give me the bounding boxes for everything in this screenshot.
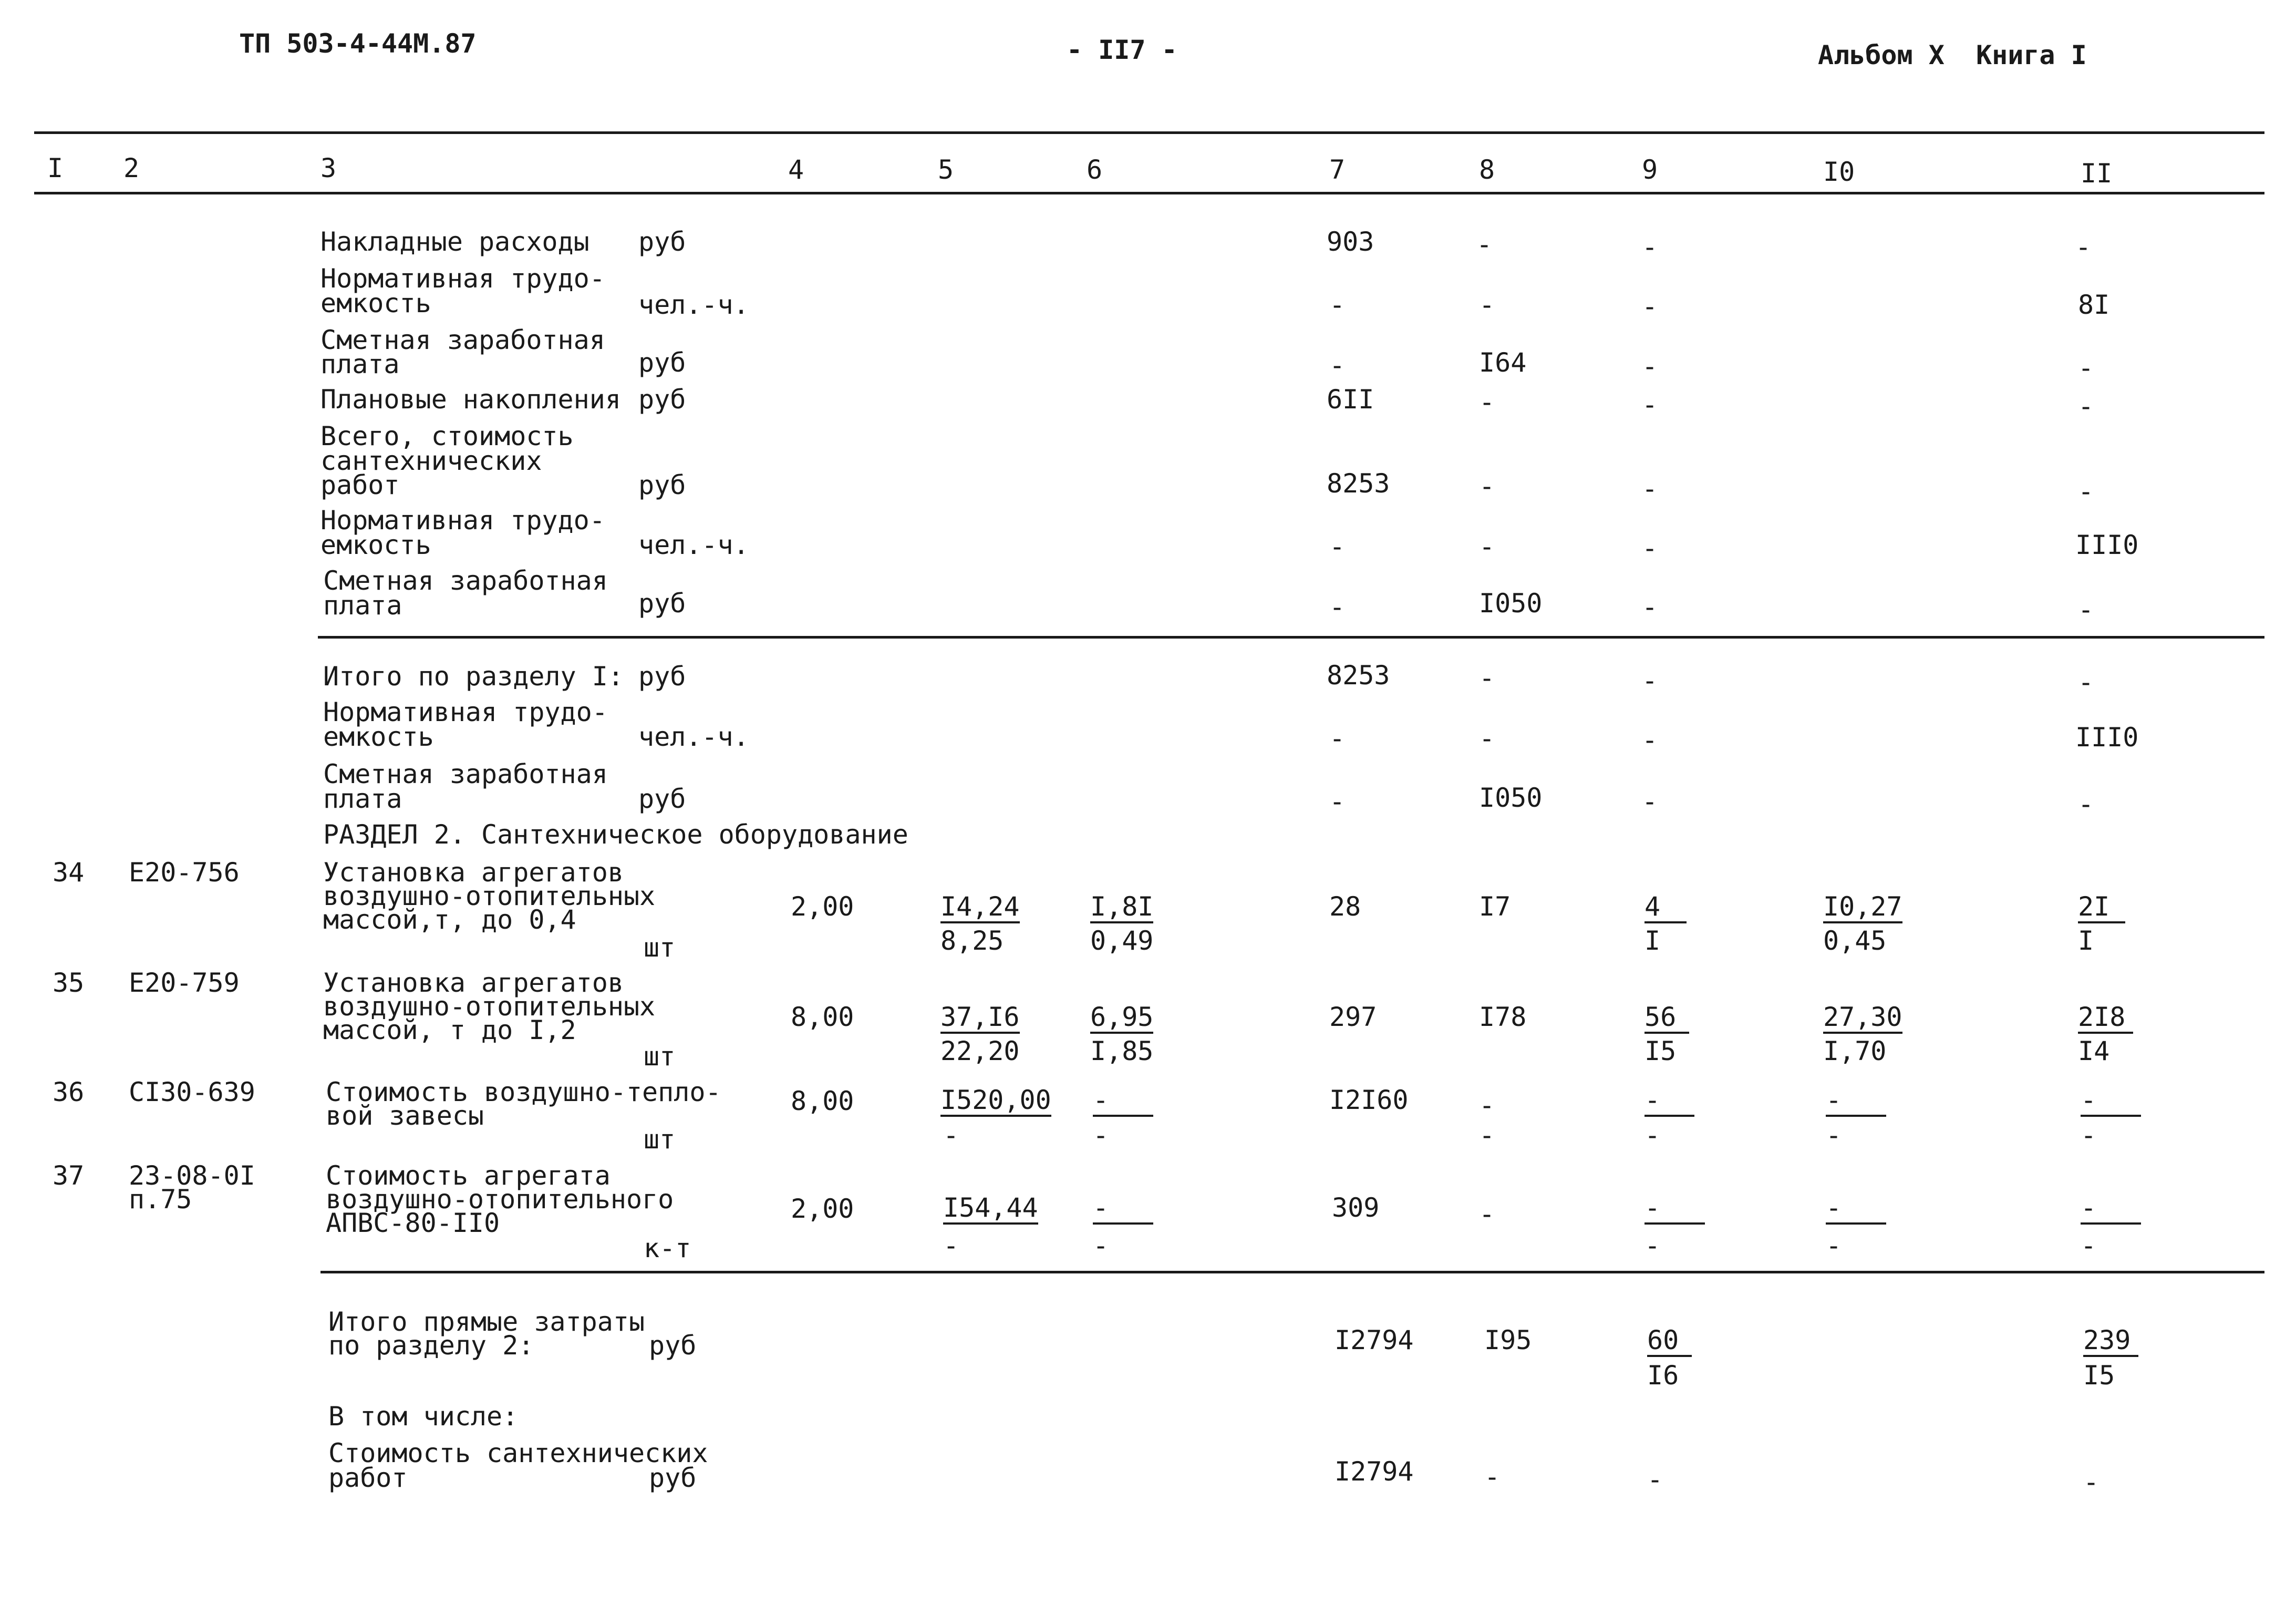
item-name-line2: вой завесы [326, 1101, 484, 1131]
cell-col5-top: I520,00 [940, 1087, 1051, 1117]
item-unit: шт [644, 932, 676, 963]
cell-col10-bottom: - [1826, 1230, 1842, 1261]
row-unit: руб [638, 227, 686, 257]
row-label-line1: Сметная заработная [323, 566, 608, 596]
column-number: I0 [1823, 157, 1855, 187]
cell-col5-bottom: - [943, 1120, 959, 1150]
cell-col8-top: - [1479, 1090, 1495, 1120]
cell-col5-top: 37,I6 [940, 1004, 1020, 1034]
cell-col8-bottom: - [1479, 1120, 1495, 1150]
item-name-line2: воздушно-отопительных [323, 881, 656, 911]
row-label-line1: Нормативная трудо- [320, 263, 605, 294]
cell-col11: - [2078, 594, 2094, 625]
item-name-line3: массой, т до I,2 [323, 1015, 576, 1045]
cell-col9: - [1642, 351, 1658, 382]
cell-col7: - [1329, 290, 1346, 320]
table-top-rule [34, 131, 2264, 134]
cell-col11: - [2078, 667, 2094, 697]
document-code: ТП 503-4-44М.87 [239, 28, 477, 59]
item-code: Е20-759 [129, 968, 240, 998]
row-label-line1: Нормативная трудо- [320, 505, 605, 536]
cell-col11: 8I [2078, 290, 2110, 320]
page-number: - II7 - [1067, 35, 1177, 65]
cell-col9-bottom: I5 [1645, 1036, 1677, 1066]
cell-col10-bottom: I,70 [1823, 1036, 1887, 1066]
item-name-line1: Стоимость агрегата [326, 1160, 611, 1191]
cell-col8: - [1476, 229, 1493, 260]
cell-col9-bottom: I6 [1647, 1360, 1679, 1391]
row-unit: руб [638, 347, 686, 378]
column-number: 8 [1479, 155, 1495, 185]
cell-col11: III0 [2075, 722, 2139, 753]
cell-col6-bottom: I,85 [1090, 1036, 1154, 1066]
cell-col6-top: 6,95 [1090, 1004, 1153, 1034]
cell-col4-quantity: 8,00 [791, 1086, 854, 1116]
cell-col7: 6II [1327, 384, 1374, 415]
cell-col5-top: I54,44 [943, 1195, 1038, 1225]
cell-col9: - [1642, 786, 1658, 817]
cell-col6-bottom: - [1093, 1230, 1109, 1261]
cell-col11: - [2078, 789, 2094, 819]
cell-col6-top: - [1093, 1195, 1153, 1225]
row-label-line2: сантехнических [320, 446, 542, 476]
cell-col11: - [2078, 353, 2094, 383]
cell-col9-bottom: I [1645, 926, 1661, 956]
cell-col4-quantity: 2,00 [791, 891, 854, 922]
row-label-line2: емкость [320, 530, 431, 560]
cell-col10-bottom: - [1826, 1120, 1842, 1150]
cell-col8: I64 [1479, 347, 1527, 378]
row-unit: руб [649, 1330, 697, 1361]
item-unit: шт [644, 1041, 676, 1072]
cell-col6-top: - [1093, 1087, 1153, 1117]
cell-col9-top: - [1645, 1087, 1694, 1117]
cell-col8: - [1484, 1462, 1501, 1492]
cell-col11-top: 2I [2078, 893, 2125, 923]
cell-col11-top: - [2081, 1087, 2141, 1117]
cell-col8: - [1479, 531, 1495, 562]
cell-col11-bottom: - [2081, 1120, 2097, 1150]
row-label-line2: плата [323, 784, 402, 814]
cell-col8: I78 [1479, 1002, 1527, 1032]
section-title: РАЗДЕЛ 2. Сантехническое оборудование [323, 819, 908, 850]
cell-col6-bottom: - [1093, 1120, 1109, 1150]
cell-col7: I2I60 [1329, 1085, 1409, 1115]
row-label-line1: Всего, стоимость [320, 421, 574, 451]
cell-col8: - [1479, 471, 1495, 501]
cell-col7: 8253 [1327, 660, 1390, 691]
item-number: 37 [53, 1160, 85, 1191]
cell-col9: - [1642, 232, 1658, 262]
item-name-line2: воздушно-отопительных [323, 991, 656, 1022]
section1-total-rule [318, 636, 2264, 639]
column-number: II [2081, 158, 2113, 189]
row-unit: руб [638, 588, 686, 619]
cell-col7: - [1329, 786, 1346, 817]
cell-col9: - [1642, 533, 1658, 563]
row-unit: чел.-ч. [638, 290, 749, 320]
cell-col9-top: 4 [1645, 893, 1687, 923]
cell-col8: - [1479, 723, 1495, 754]
column-number: 2 [123, 153, 140, 183]
row-unit: руб [638, 784, 686, 814]
cell-col5-top: I4,24 [940, 893, 1020, 923]
cell-col9-top: - [1645, 1195, 1705, 1225]
cell-col6-top: I,8I [1090, 893, 1153, 923]
item-number: 36 [53, 1077, 85, 1107]
row-label-line2: емкость [323, 722, 434, 752]
row-unit: руб [638, 661, 686, 692]
row-unit: руб [638, 470, 686, 500]
cell-col11-top: 239 [2083, 1327, 2138, 1357]
cell-col11-top: - [2081, 1195, 2141, 1225]
cell-col8: - [1479, 663, 1495, 693]
cell-col10-top: - [1826, 1195, 1886, 1225]
cell-col9: - [1642, 291, 1658, 322]
cell-col7: - [1329, 592, 1346, 622]
row-label-line2: плата [320, 349, 400, 379]
column-number: 5 [938, 155, 954, 185]
cell-col7: 309 [1332, 1192, 1380, 1223]
cell-col8: I050 [1479, 783, 1543, 813]
cell-col8: - [1479, 290, 1495, 320]
column-number: 7 [1329, 155, 1346, 185]
item-name-line1: Стоимость воздушно-тепло- [326, 1077, 721, 1107]
cell-col7: - [1329, 350, 1346, 381]
column-number: 9 [1642, 155, 1658, 185]
cell-col9-top: 60 [1647, 1327, 1692, 1357]
column-number: 3 [320, 153, 337, 183]
row-label: Плановые накопления [320, 384, 621, 415]
cell-col9-top: 56 [1645, 1004, 1689, 1034]
cell-col11-bottom: - [2081, 1230, 2097, 1261]
cell-col7: I2794 [1335, 1325, 1414, 1355]
cell-col10-bottom: 0,45 [1823, 926, 1887, 956]
item-name-line2: воздушно-отопительного [326, 1184, 674, 1215]
item-number: 34 [53, 857, 85, 888]
cell-col10-top: I0,27 [1823, 893, 1902, 923]
cell-col8: I7 [1479, 891, 1511, 922]
column-number: 6 [1087, 155, 1103, 185]
item-name-line1: Установка агрегатов [323, 968, 624, 998]
cell-col9: - [1642, 389, 1658, 420]
cell-col9: - [1642, 665, 1658, 696]
row-label-line1: Сметная заработная [323, 759, 608, 789]
cell-col11-bottom: I4 [2078, 1036, 2110, 1066]
cell-col11-bottom: I [2078, 926, 2094, 956]
cell-col8: - [1479, 1199, 1495, 1229]
cell-col7: 8253 [1327, 468, 1390, 499]
item-code: Е20-756 [129, 857, 240, 888]
cell-col9: - [1642, 592, 1658, 622]
item-name-line3: массой,т, до 0,4 [323, 904, 576, 935]
cell-col9: - [1642, 474, 1658, 504]
cell-col5-bottom: 8,25 [940, 926, 1004, 956]
cell-col11-bottom: I5 [2083, 1360, 2115, 1391]
row-label-line1: Стоимость сантехнических [328, 1438, 708, 1468]
row-label-line2: по разделу 2: [328, 1330, 534, 1361]
cell-col11: III0 [2075, 530, 2139, 560]
row-unit: чел.-ч. [638, 530, 749, 560]
column-number: 4 [788, 155, 804, 185]
cell-col7: 903 [1327, 227, 1374, 257]
cell-col9-bottom: - [1645, 1120, 1661, 1150]
column-number: I [47, 153, 64, 183]
cell-col7: - [1329, 723, 1346, 754]
item-name-line1: Установка агрегатов [323, 857, 624, 888]
row-label-line2: плата [323, 590, 402, 621]
cell-col10-top: 27,30 [1823, 1004, 1902, 1034]
cell-col7: 297 [1329, 1002, 1377, 1032]
cell-col11: - [2078, 391, 2094, 422]
item-name-line3: АПВС-80-II0 [326, 1208, 500, 1238]
cell-col11: - [2083, 1467, 2100, 1497]
row-unit: руб [638, 384, 686, 415]
cell-col10-top: - [1826, 1087, 1886, 1117]
cell-col7: I2794 [1335, 1456, 1414, 1487]
cell-col11: - [2075, 232, 2092, 262]
cell-col8: I050 [1479, 588, 1543, 619]
table-header-bottom-rule [34, 192, 2264, 194]
cell-col5-bottom: - [943, 1230, 959, 1261]
item-number: 35 [53, 968, 85, 998]
row-label-line2: емкость [320, 288, 431, 318]
cell-col4-quantity: 2,00 [791, 1194, 854, 1224]
row-unit: руб [649, 1463, 697, 1493]
including-label: В том числе: [328, 1401, 519, 1432]
item-unit: шт [644, 1124, 676, 1155]
cell-col11: - [2078, 476, 2094, 507]
cell-col9: - [1642, 725, 1658, 755]
cell-col5-bottom: 22,20 [940, 1036, 1020, 1066]
row-unit: чел.-ч. [638, 722, 749, 752]
cell-col9-bottom: - [1645, 1230, 1661, 1261]
row-label: Итого по разделу I: [323, 661, 624, 692]
cell-col6-bottom: 0,49 [1090, 926, 1154, 956]
cell-col7: - [1329, 531, 1346, 562]
row-label-line3: работ [320, 470, 400, 500]
section2-total-rule [320, 1271, 2264, 1273]
row-label-line1: Нормативная трудо- [323, 697, 608, 727]
item-code-line2: п.75 [129, 1184, 192, 1215]
item-unit: к-т [644, 1233, 691, 1263]
cell-col11-top: 2I8 [2078, 1004, 2133, 1034]
album-book-label: Альбом X Книга I [1818, 40, 2087, 70]
cell-col8: I95 [1484, 1325, 1532, 1355]
cell-col7: 28 [1329, 891, 1361, 922]
item-code-line1: 23-08-0I [129, 1160, 255, 1191]
cell-col9: - [1647, 1464, 1663, 1495]
cell-col4-quantity: 8,00 [791, 1002, 854, 1032]
cell-col8: - [1479, 387, 1495, 417]
row-label-line2: работ [328, 1463, 408, 1493]
row-label-line1: Сметная заработная [320, 325, 605, 355]
item-code: СI30-639 [129, 1077, 255, 1107]
row-label-line1: Итого прямые затраты [328, 1307, 645, 1337]
row-label: Накладные расходы [320, 227, 589, 257]
